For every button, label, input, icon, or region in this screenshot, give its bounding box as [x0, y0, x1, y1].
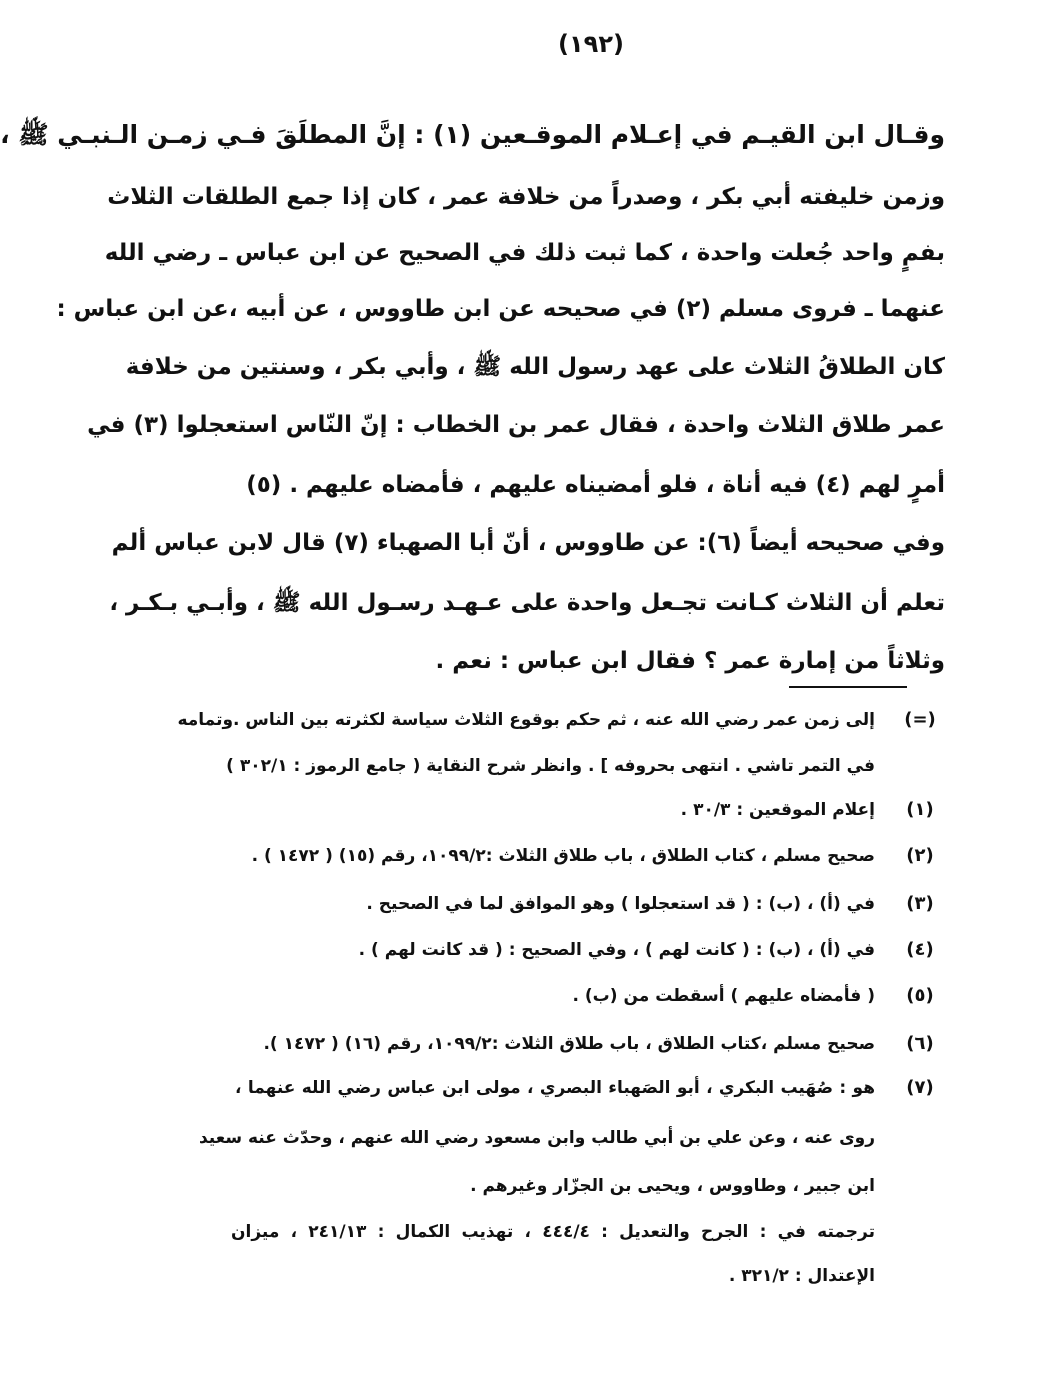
main-text-line: وقـال ابن القيـم في إعـلام الموقـعين (١) : إنَّ المطلَقَ فـي زمـن الـنبـي ﷺ ، — [0, 120, 945, 149]
footnote-line: إعلام الموقعين : ٣٠/٣ . — [680, 800, 875, 820]
main-text-line: وفي صحيحه أيضاً (٦): عن طاووس ، أنّ أبا الصهباء (٧) قال لابن عباس ألم — [111, 530, 945, 556]
footnote-line: في (أ) ، (ب) : ( كانت لهم ) ، وفي الصحيح : ( قد كانت لهم ) . — [358, 940, 875, 960]
main-text-line: أمرٍ لهم (٤) فيه أناة ، فلو أمضيناه عليهم ، فأمضاه عليهم . (٥) — [246, 472, 945, 498]
main-text-line: بفمٍ واحد جُعلت واحدة ، كما ثبت ذلك في الصحيح عن ابن عباس ـ رضي الله — [104, 240, 945, 266]
main-text-line: تعلم أن الثلاث كـانت تجـعل واحدة على عـهـد رسـول الله ﷺ ، وأبـي بـكـر ، — [109, 590, 945, 616]
footnote-marker: (٢) — [906, 845, 934, 866]
page-number: (١٩٢) — [558, 30, 624, 58]
footnote-line: صحيح مسلم ،كتاب الطلاق ، باب طلاق الثلاث :١٠٩٩/٢، رقم (١٦) ( ١٤٧٢ ). — [263, 1034, 875, 1054]
main-text-line: وثلاثاً من إمارة عمر ؟ فقال ابن عباس : نعم . — [435, 648, 945, 674]
main-text-line: وزمن خليفته أبي بكر ، وصدراً من خلافة عمر ، كان إذا جمع الطلقات الثلاث — [107, 184, 945, 210]
footnote-line: ( فأمضاه عليهم ) أسقطت من (ب) . — [572, 986, 875, 1006]
footnote-marker: (٣) — [906, 893, 934, 914]
main-text-line: كان الطلاقُ الثلاث على عهد رسول الله ﷺ ، وأبي بكر ، وسنتين من خلافة — [125, 354, 945, 380]
footnote-marker: (٧) — [906, 1077, 934, 1098]
footnote-line: إلى زمن عمر رضي الله عنه ، ثم حكم بوقوع الثلاث سياسة لكثرته بين الناس .وتمامه — [177, 710, 875, 730]
footnote-line: ترجمته في : الجرح والتعديل : ٤٤٤/٤ ، تهذيب الكمال : ٢٤١/١٣ ، ميزان — [231, 1222, 876, 1242]
footnote-marker: (٤) — [906, 939, 934, 960]
footnote-line: روى عنه ، وعن علي بن أبي طالب وابن مسعود رضي الله عنهم ، وحدّث عنه سعيد — [198, 1128, 875, 1148]
main-text-line: عنهما ـ فروى مسلم (٢) في صحيحه عن ابن طاووس ، عن أبيه ،عن ابن عباس : — [56, 296, 945, 322]
footnote-line: هو : صُهَيب البكري ، أبو الصَهباء البصري ، مولى ابن عباس رضي الله عنهما ، — [235, 1078, 875, 1098]
footnote-marker: (٥) — [906, 985, 934, 1006]
main-text-line: عمر طلاق الثلاث واحدة ، فقال عمر بن الخطاب : إنّ النّاس استعجلوا (٣) في — [87, 412, 945, 438]
footnote-line: صحيح مسلم ، كتاب الطلاق ، باب طلاق الثلاث :١٠٩٩/٢، رقم (١٥) ( ١٤٧٢ ) . — [251, 846, 875, 866]
footnote-line: في التمر تاشي . انتهى بحروفه ] . وانظر شرح النقاية ( جامع الرموز : ٣٠٢/١ ) — [226, 756, 875, 776]
footnote-line: الإعتدال : ٣٢١/٢ . — [728, 1266, 875, 1286]
footnote-marker: (٦) — [906, 1033, 934, 1054]
footnote-marker: (=) — [904, 709, 936, 730]
footnote-marker: (١) — [906, 799, 934, 820]
footnote-line: ابن جبير ، وطاووس ، ويحيى بن الجزّار وغيرهم . — [470, 1176, 875, 1196]
footnote-divider — [789, 686, 907, 688]
footnote-line: في (أ) ، (ب) : ( قد استعجلوا ) وهو الموافق لما في الصحيح . — [366, 894, 875, 914]
